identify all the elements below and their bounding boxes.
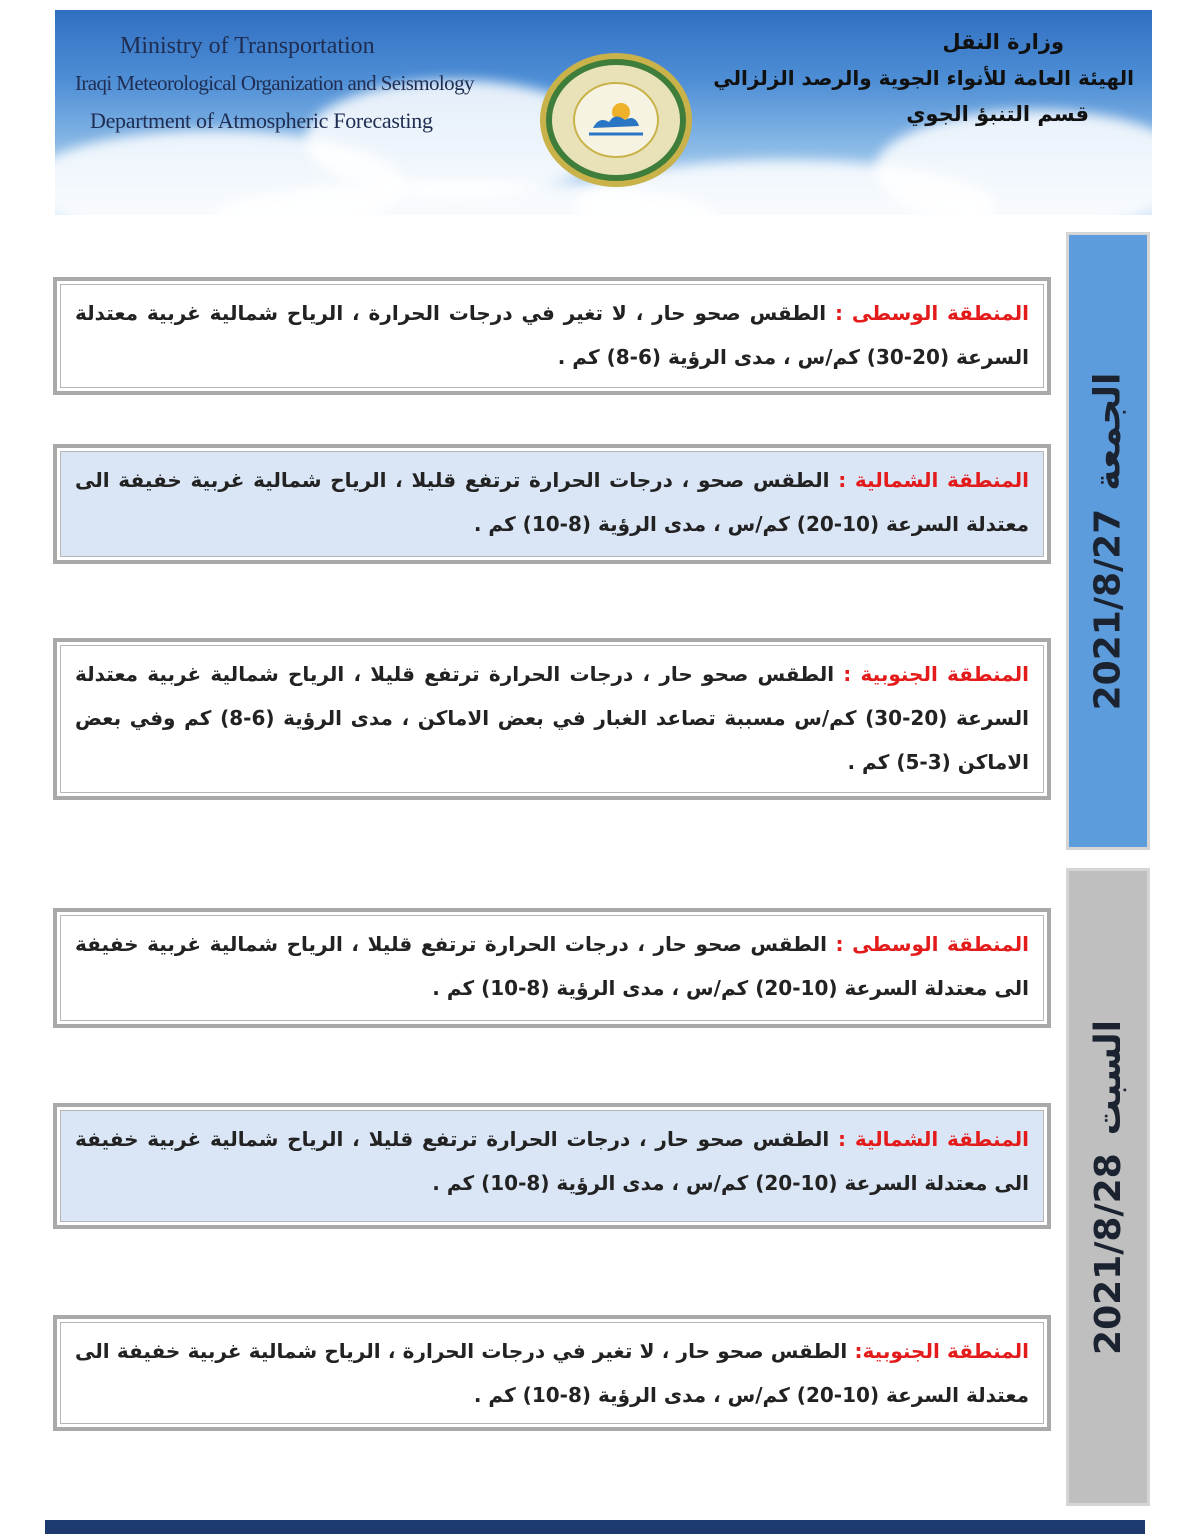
day-name: الجمعة	[1087, 372, 1129, 491]
day-date: 2021/8/28	[1087, 1152, 1129, 1355]
header-banner	[55, 10, 1152, 215]
forecast-text: الطقس صحو حار ، لا تغير في درجات الحرارة ، الرياح شمالية غربية خفيفة الى معتدلة السرعة (10-20) كم/س ، مدى الرؤية (8-10) كم .	[75, 1339, 1029, 1407]
header-english	[55, 28, 474, 139]
organization-name-ar: الهيئة العامة للأنواء الجوية والرصد الزلزالي	[713, 66, 1134, 90]
forecast-text: الطقس صحو ، درجات الحرارة ترتفع قليلا ، الرياح شمالية غربية خفيفة الى معتدلة السرعة (10-20) كم/س ، مدى الرؤية (8-10) كم .	[75, 468, 1029, 536]
forecast-box-day2-central: المنطقة الوسطى : الطقس صحو حار ، درجات الحرارة ترتفع قليلا ، الرياح شمالية غربية خفيفة الى معتدلة السرعة (10-20) كم/س ، مدى الرؤية (8-10) كم .	[53, 908, 1051, 1028]
ministry-name-ar: وزارة النقل	[942, 30, 1064, 54]
forecast-box-day1-central: المنطقة الوسطى : الطقس صحو حار ، لا تغير في درجات الحرارة ، الرياح شمالية غربية معتدلة السرعة (20-30) كم/س ، مدى الرؤية (6-8) كم .	[53, 277, 1051, 395]
forecast-box-day2-north: المنطقة الشمالية : الطقس صحو حار ، درجات الحرارة ترتفع قليلا ، الرياح شمالية غربية خفيفة الى معتدلة السرعة (10-20) كم/س ، مدى الرؤية (8-10) كم .	[53, 1103, 1051, 1229]
region-label: المنطقة الشمالية	[854, 1127, 1029, 1151]
forecast-box-day1-north: المنطقة الشمالية : الطقس صحو ، درجات الحرارة ترتفع قليلا ، الرياح شمالية غربية خفيفة الى معتدلة السرعة (10-20) كم/س ، مدى الرؤية (8-10) كم .	[53, 444, 1051, 564]
meteorology-emblem-icon	[537, 50, 695, 190]
forecast-text: الطقس صحو حار ، درجات الحرارة ترتفع قليلا ، الرياح شمالية غربية معتدلة السرعة (20-30) كم/س مسببة تصاعد الغبار في بعض الاماكن ، مدى الرؤية (6-8) كم وفي بعض الاماكن (3-5) كم .	[75, 662, 1029, 774]
forecast-box-day1-south: المنطقة الجنوبية : الطقس صحو حار ، درجات الحرارة ترتفع قليلا ، الرياح شمالية غربية معتدلة السرعة (20-30) كم/س مسببة تصاعد الغبار في بعض الاماكن ، مدى الرؤية (6-8) كم وفي بعض الاماكن (3-5) كم .	[53, 638, 1051, 800]
forecast-text: الطقس صحو حار ، درجات الحرارة ترتفع قليلا ، الرياح شمالية غربية خفيفة الى معتدلة السرعة (10-20) كم/س ، مدى الرؤية (8-10) كم .	[75, 932, 1029, 1000]
department-name-ar: قسم التنبؤ الجوي	[906, 102, 1089, 126]
day-name: السبت	[1087, 1019, 1129, 1135]
department-name-en: Department of Atmospheric Forecasting	[90, 108, 433, 133]
forecast-text: الطقس صحو حار ، لا تغير في درجات الحرارة ، الرياح شمالية غربية معتدلة السرعة (20-30) كم/س ، مدى الرؤية (6-8) كم .	[75, 301, 1029, 369]
footer-bar	[45, 1520, 1145, 1534]
header-arabic	[713, 24, 1134, 132]
day-bar-saturday	[1066, 868, 1150, 1506]
ministry-name-en: Ministry of Transportation	[120, 33, 375, 59]
region-label: المنطقة الجنوبية	[862, 1339, 1030, 1363]
region-label: المنطقة الوسطى	[851, 301, 1029, 325]
organization-name-en: Iraqi Meteorological Organization and Seismology	[75, 71, 474, 95]
day-date: 2021/8/27	[1087, 508, 1129, 710]
forecast-text: الطقس صحو حار ، درجات الحرارة ترتفع قليلا ، الرياح شمالية غربية خفيفة الى معتدلة السرعة (10-20) كم/س ، مدى الرؤية (8-10) كم .	[75, 1127, 1029, 1195]
region-label: المنطقة الشمالية	[854, 468, 1029, 492]
forecast-box-day2-south: المنطقة الجنوبية: الطقس صحو حار ، لا تغير في درجات الحرارة ، الرياح شمالية غربية خفيفة الى معتدلة السرعة (10-20) كم/س ، مدى الرؤية (8-10) كم .	[53, 1315, 1051, 1431]
region-label: المنطقة الوسطى	[852, 932, 1029, 956]
day-bar-friday	[1066, 232, 1150, 850]
region-label: المنطقة الجنوبية	[860, 662, 1029, 686]
